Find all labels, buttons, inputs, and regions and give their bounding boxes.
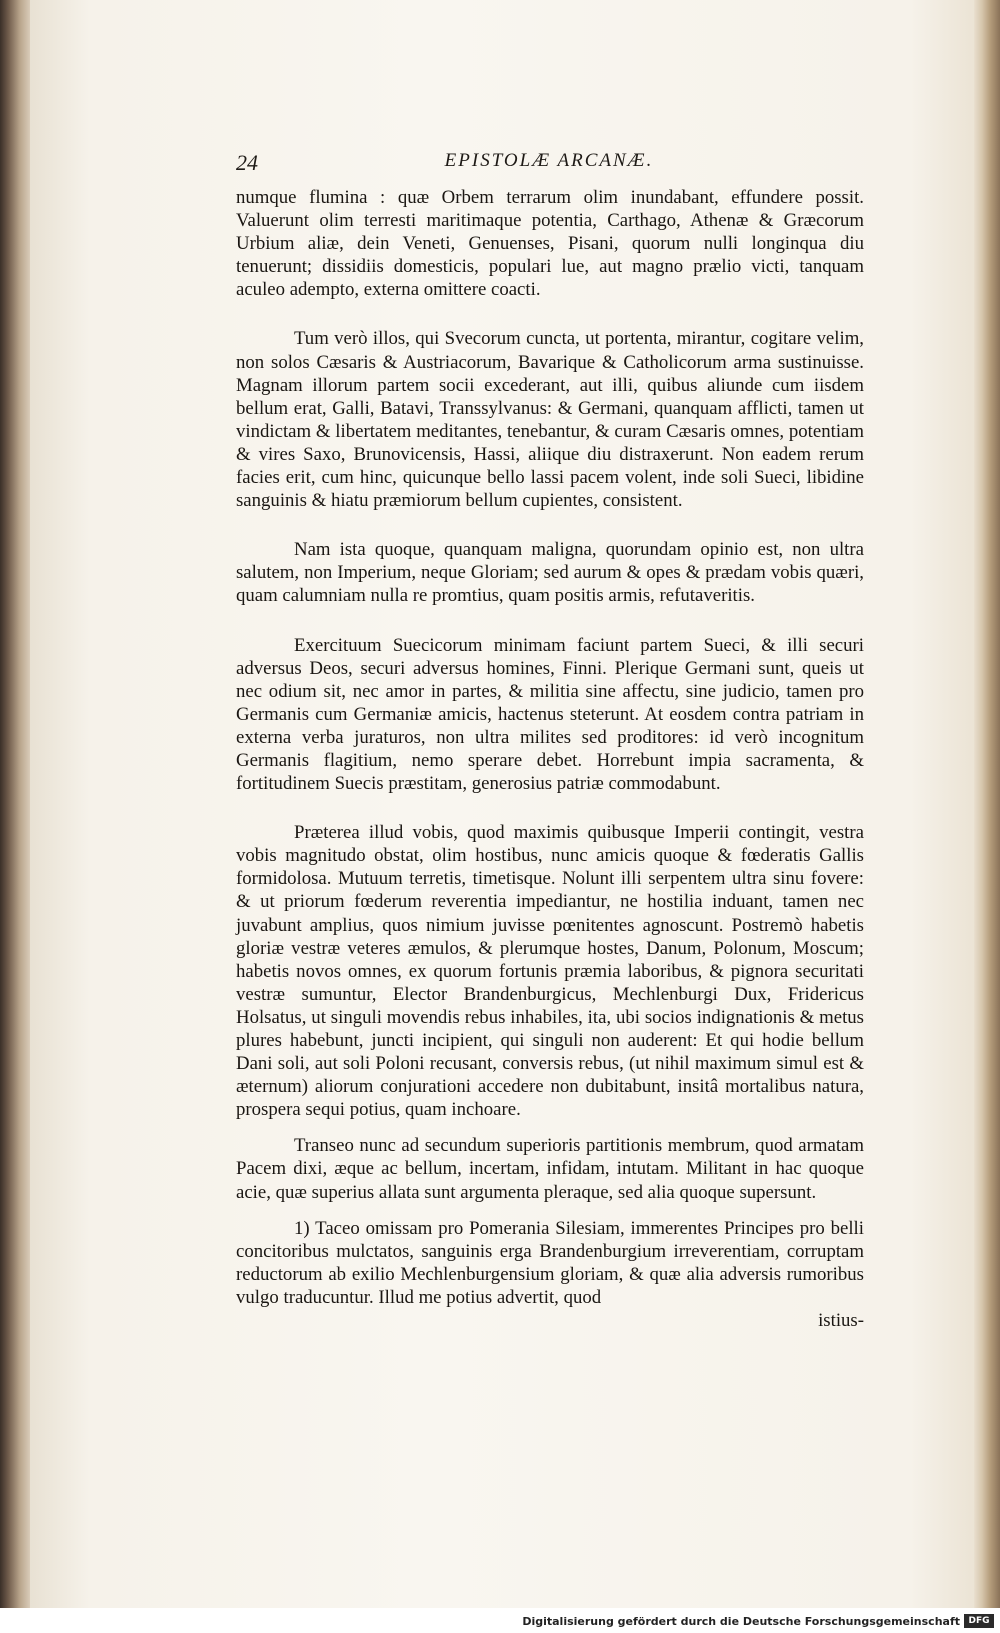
footer-bar (0, 1608, 1000, 1633)
book-binding (0, 0, 34, 1608)
body-text (236, 186, 864, 1332)
paragraph-7: 1) Taceo omissam pro Pomerania Silesiam, immerentes Principes pro belli concitoribus mulctatos, sanguinis erga Brandenburgium irreverentiam, corruptam reductorum ab exilio Mechlenburgensium gloriam, & quæ alia adversis rumoribus vulgo traducuntur. Illud me potius advertit, quod (236, 1217, 864, 1308)
paragraph-5: Præterea illud vobis, quod maximis quibusque Imperii contingit, vestra vobis magnitudo obstat, olim hostibus, nunc amicis quoque & fœderatis Gallis formidolosa. Mutuum terretis, timetisque. Nolunt illi serpentem ultra sinu fovere: & ut priorum fœderum reverentia impediantur, ne hostilia induant, tamen nec juvabunt amplius, quos nimium juvisse pœnitentes agnoscunt. Postremò habetis gloriæ vestræ veteres æmulos, & plerumque hostes, Danum, Polonum, Moscum; habetis novos omnes, ex quorum fortunis præmia laboribus, & pignora securitati vestræ sumuntur, Elector Brandenburgicus, Mechlenburgi Dux, Fridericus Holsatus, ut singuli movendis rebus inhabiles, ita, ubi socios indignationis & metus plures habebunt, juncti incipient, qui singuli non auderent: Et qui hodie bellum Dani soli, aut soli Poloni recusant, conversis rebus, (ut nihil maximum simul est & æternum) aliorum conjurationi accedere non dubitabunt, insitâ mortalibus natura, prospera sequi potius, quam inchoare. (236, 822, 864, 1121)
catchword: istius- (818, 1310, 864, 1332)
paragraph-4: Exercituum Suecicorum minimam faciunt partem Sueci, & illi securi adversus Deos, securi adversus homines, Finni. Plerique Germani sunt, queis ut nec odium sit, nec amor in partes, & militia sine affectu, sine judicio, tamen pro Germanis cum Germaniæ amicis, hactenus steterunt. At eosdem contra patriam in externa verba juraturos, non ultra milites sed proditores: id verò incognitum Germanis flagitium, nemo sperare debet. Horrebunt impia sacramenta, & fortitudinem Suecis præstitam, generosius patriæ commodabunt. (236, 634, 864, 795)
page-header (236, 150, 862, 180)
funding-credit: Digitalisierung gefördert durch die Deutsche Forschungsgemeinschaft (522, 1615, 960, 1628)
paragraph-3: Nam ista quoque, quanquam maligna, quorundam opinio est, non ultra salutem, non Imperium, neque Gloriam; sed aurum & opes & prædam vobis quæri, quam calumniam nulla re promtius, quam positis armis, refutaveritis. (236, 539, 864, 607)
page-number: 24 (236, 150, 258, 175)
dfg-logo-icon: DFG (964, 1614, 994, 1628)
page-edges (974, 0, 1000, 1608)
running-head: EPISTOLÆ ARCANÆ. (444, 150, 654, 171)
paragraph-2: Tum verò illos, qui Svecorum cuncta, ut portenta, mirantur, cogitare velim, non solos Cæsaris & Austriacorum, Bavarique & Catholicorum arma sustinuisse. Magnam illorum partem socii excederant, aut illi, quibus aliunde cum iisdem bellum erat, Galli, Batavi, Transsylvanus: & Germani, quanquam afflicti, tamen ut vindictam & libertatem meditantes, tenebantur, & curam Cæsaris omnes, potentiam & vires Saxo, Brunovicensis, Hassi, aliique diu distraxerunt. Non eadem rerum facies erit, cum hinc, quicunque bello lassi pacem volent, inde soli Sueci, libidine sanguinis & hiatu præmiorum bellum cupientes, consistent. (236, 328, 864, 512)
paragraph-6: Transeo nunc ad secundum superioris partitionis membrum, quod armatam Pacem dixi, æque ac bellum, incertam, infidam, intutam. Militant in hac quoque acie, quæ superius allata sunt argumenta pleraque, sed alia quoque supersunt. (236, 1135, 864, 1203)
paragraph-1: numque flumina : quæ Orbem terrarum olim inundabant, effundere possit. Valuerunt olim terresti maritimaque potentia, Carthago, Athenæ & Græcorum Urbium aliæ, dein Veneti, Genuenses, Pisani, quorum nulli longinqua diu tenuerunt; dissidiis domesticis, populari lue, aut magno prælio victi, tanquam aculeo adempto, externa omittere coacti. (236, 187, 864, 301)
